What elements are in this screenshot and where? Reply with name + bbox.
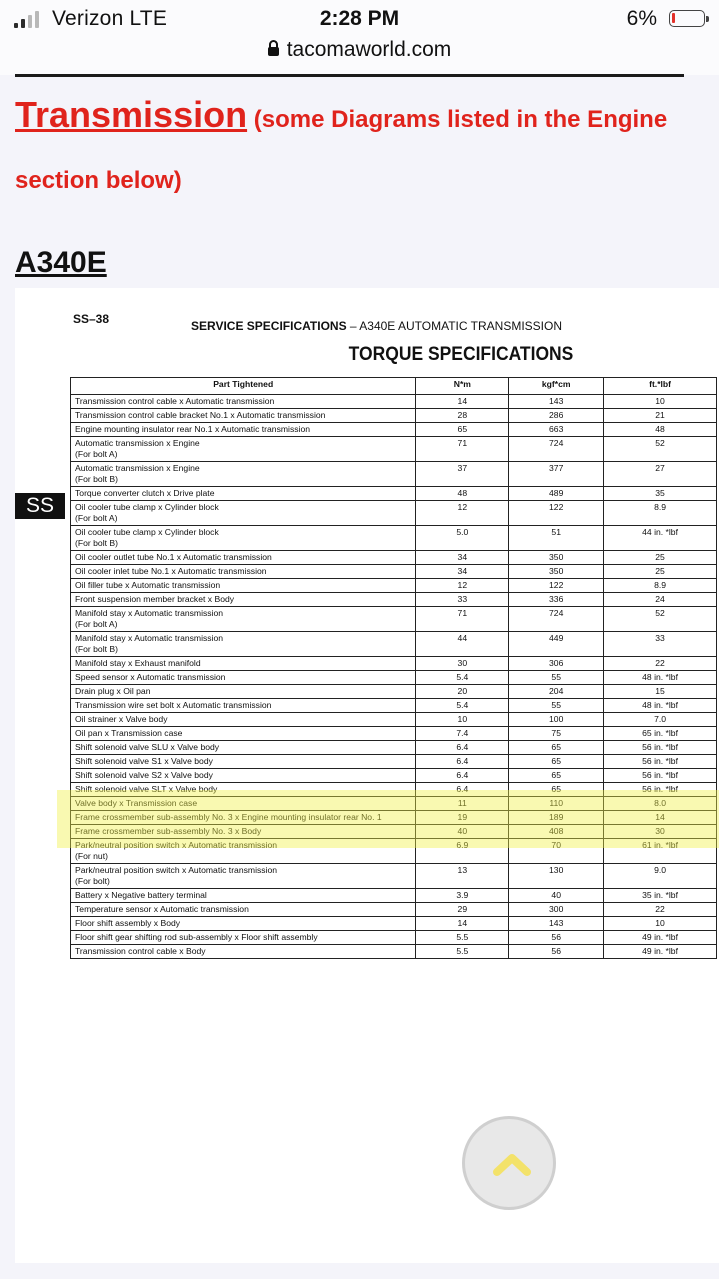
ft-cell: 22 bbox=[604, 657, 717, 671]
battery-percent: 6% bbox=[626, 7, 657, 30]
table-row bbox=[71, 409, 717, 423]
side-tab: SS bbox=[15, 493, 65, 519]
table-row bbox=[71, 395, 717, 409]
kgf-cell: 100 bbox=[509, 713, 604, 727]
part-cell bbox=[71, 713, 416, 727]
part-note: (For bolt B) bbox=[75, 644, 118, 654]
kgf-cell: 350 bbox=[509, 565, 604, 579]
kgf-cell: 350 bbox=[509, 551, 604, 565]
kgf-cell: 130 bbox=[509, 864, 604, 889]
nm-cell: 12 bbox=[416, 579, 509, 593]
column-header: Part Tightened bbox=[71, 378, 416, 395]
part-cell bbox=[71, 889, 416, 903]
ft-cell: 56 in. *lbf bbox=[604, 741, 717, 755]
table-header-row bbox=[71, 378, 717, 395]
kgf-cell: 56 bbox=[509, 945, 604, 959]
nm-cell: 7.4 bbox=[416, 727, 509, 741]
table-row bbox=[71, 607, 717, 632]
part-name: Frame crossmember sub-assembly No. 3 x Body bbox=[75, 826, 262, 836]
ft-cell: 48 bbox=[604, 423, 717, 437]
nm-cell: 10 bbox=[416, 713, 509, 727]
kgf-cell: 449 bbox=[509, 632, 604, 657]
page-code: SS–38 bbox=[73, 312, 110, 326]
part-name: Oil cooler outlet tube No.1 x Automatic transmission bbox=[75, 552, 272, 562]
part-name: Shift solenoid valve S1 x Valve body bbox=[75, 756, 213, 766]
kgf-cell: 122 bbox=[509, 501, 604, 526]
torque-table bbox=[70, 377, 717, 959]
ft-cell: 9.0 bbox=[604, 864, 717, 889]
table-row bbox=[71, 462, 717, 487]
part-cell bbox=[71, 685, 416, 699]
part-cell bbox=[71, 607, 416, 632]
part-cell bbox=[71, 593, 416, 607]
part-cell bbox=[71, 487, 416, 501]
table-row bbox=[71, 526, 717, 551]
ft-cell: 8.0 bbox=[604, 797, 717, 811]
ft-cell: 25 bbox=[604, 551, 717, 565]
ft-cell: 8.9 bbox=[604, 579, 717, 593]
kgf-cell: 75 bbox=[509, 727, 604, 741]
kgf-cell: 300 bbox=[509, 903, 604, 917]
kgf-cell: 40 bbox=[509, 889, 604, 903]
part-cell bbox=[71, 437, 416, 462]
table-row bbox=[71, 579, 717, 593]
kgf-cell: 56 bbox=[509, 931, 604, 945]
section-title: Transmission bbox=[15, 94, 248, 135]
table-row bbox=[71, 945, 717, 959]
part-name: Shift solenoid valve S2 x Valve body bbox=[75, 770, 213, 780]
table-row bbox=[71, 769, 717, 783]
ft-cell: 49 in. *lbf bbox=[604, 945, 717, 959]
part-name: Transmission control cable x Body bbox=[75, 946, 206, 956]
spec-document-image bbox=[15, 288, 719, 1263]
part-cell bbox=[71, 727, 416, 741]
table-row bbox=[71, 889, 717, 903]
nm-cell: 5.4 bbox=[416, 699, 509, 713]
table-row bbox=[71, 671, 717, 685]
table-row bbox=[71, 565, 717, 579]
kgf-cell: 65 bbox=[509, 741, 604, 755]
section-heading bbox=[15, 86, 705, 213]
chevron-up-icon bbox=[492, 1151, 532, 1177]
table-row bbox=[71, 657, 717, 671]
clock: 2:28 PM bbox=[319, 7, 400, 30]
table-row bbox=[71, 755, 717, 769]
part-cell bbox=[71, 551, 416, 565]
ft-cell: 15 bbox=[604, 685, 717, 699]
ft-cell: 52 bbox=[604, 437, 717, 462]
part-name: Oil cooler tube clamp x Cylinder block bbox=[75, 502, 219, 512]
table-row bbox=[71, 593, 717, 607]
table-body bbox=[71, 395, 717, 959]
divider bbox=[15, 74, 684, 77]
nm-cell: 44 bbox=[416, 632, 509, 657]
part-cell bbox=[71, 917, 416, 931]
kgf-cell: 306 bbox=[509, 657, 604, 671]
nm-cell: 3.9 bbox=[416, 889, 509, 903]
battery-icon bbox=[669, 10, 705, 27]
ft-cell: 25 bbox=[604, 565, 717, 579]
table-row bbox=[71, 917, 717, 931]
part-cell bbox=[71, 699, 416, 713]
nm-cell: 19 bbox=[416, 811, 509, 825]
nm-cell: 40 bbox=[416, 825, 509, 839]
nm-cell: 20 bbox=[416, 685, 509, 699]
table-row bbox=[71, 931, 717, 945]
part-cell bbox=[71, 462, 416, 487]
carrier-label: Verizon LTE bbox=[52, 7, 168, 30]
ft-cell: 35 in. *lbf bbox=[604, 889, 717, 903]
nm-cell: 13 bbox=[416, 864, 509, 889]
nm-cell: 30 bbox=[416, 657, 509, 671]
table-row bbox=[71, 797, 717, 811]
part-note: (For bolt B) bbox=[75, 538, 118, 548]
kgf-cell: 724 bbox=[509, 437, 604, 462]
part-cell bbox=[71, 632, 416, 657]
nm-cell: 34 bbox=[416, 551, 509, 565]
kgf-cell: 663 bbox=[509, 423, 604, 437]
table-row bbox=[71, 864, 717, 889]
nm-cell: 28 bbox=[416, 409, 509, 423]
part-cell bbox=[71, 741, 416, 755]
part-name: Park/neutral position switch x Automatic transmission bbox=[75, 840, 278, 850]
part-name: Oil strainer x Valve body bbox=[75, 714, 168, 724]
nm-cell: 29 bbox=[416, 903, 509, 917]
kgf-cell: 65 bbox=[509, 769, 604, 783]
ft-cell: 10 bbox=[604, 917, 717, 931]
part-cell bbox=[71, 526, 416, 551]
nm-cell: 14 bbox=[416, 917, 509, 931]
scroll-to-top-button[interactable] bbox=[462, 1116, 556, 1210]
ft-cell: 65 in. *lbf bbox=[604, 727, 717, 741]
nm-cell: 6.4 bbox=[416, 783, 509, 797]
table-row bbox=[71, 903, 717, 917]
address-bar[interactable] bbox=[0, 38, 719, 62]
kgf-cell: 408 bbox=[509, 825, 604, 839]
kgf-cell: 110 bbox=[509, 797, 604, 811]
table-row bbox=[71, 811, 717, 825]
lock-icon bbox=[268, 47, 279, 56]
column-header: N*m bbox=[416, 378, 509, 395]
ft-cell: 24 bbox=[604, 593, 717, 607]
part-name: Automatic transmission x Engine bbox=[75, 438, 200, 448]
part-cell bbox=[71, 811, 416, 825]
section-note: (some Diagrams listed in the Engine section below) bbox=[15, 106, 668, 194]
ft-cell: 7.0 bbox=[604, 713, 717, 727]
part-name: Shift solenoid valve SLT x Valve body bbox=[75, 784, 218, 794]
ft-cell: 30 bbox=[604, 825, 717, 839]
nm-cell: 6.4 bbox=[416, 755, 509, 769]
nm-cell: 71 bbox=[416, 437, 509, 462]
part-name: Oil filler tube x Automatic transmission bbox=[75, 580, 221, 590]
document-header bbox=[191, 319, 562, 333]
ft-cell: 48 in. *lbf bbox=[604, 671, 717, 685]
nm-cell: 12 bbox=[416, 501, 509, 526]
part-cell bbox=[71, 579, 416, 593]
part-name: Manifold stay x Automatic transmission bbox=[75, 608, 224, 618]
kgf-cell: 143 bbox=[509, 917, 604, 931]
part-cell bbox=[71, 409, 416, 423]
ft-cell: 52 bbox=[604, 607, 717, 632]
part-name: Speed sensor x Automatic transmission bbox=[75, 672, 226, 682]
ft-cell: 56 in. *lbf bbox=[604, 769, 717, 783]
header-bold: SERVICE SPECIFICATIONS bbox=[191, 319, 347, 333]
kgf-cell: 143 bbox=[509, 395, 604, 409]
kgf-cell: 65 bbox=[509, 755, 604, 769]
ft-cell: 35 bbox=[604, 487, 717, 501]
kgf-cell: 55 bbox=[509, 671, 604, 685]
part-cell bbox=[71, 423, 416, 437]
nm-cell: 5.5 bbox=[416, 931, 509, 945]
ft-cell: 27 bbox=[604, 462, 717, 487]
ft-cell: 49 in. *lbf bbox=[604, 931, 717, 945]
table-row bbox=[71, 501, 717, 526]
nm-cell: 6.4 bbox=[416, 769, 509, 783]
table-row bbox=[71, 713, 717, 727]
part-cell bbox=[71, 931, 416, 945]
table-row bbox=[71, 741, 717, 755]
table-row bbox=[71, 551, 717, 565]
part-cell bbox=[71, 783, 416, 797]
part-name: Transmission control cable bracket No.1 x Automatic transmission bbox=[75, 410, 326, 420]
part-name: Floor shift gear shifting rod sub-assembly x Floor shift assembly bbox=[75, 932, 318, 942]
part-cell bbox=[71, 671, 416, 685]
nm-cell: 65 bbox=[416, 423, 509, 437]
part-name: Torque converter clutch x Drive plate bbox=[75, 488, 215, 498]
part-cell bbox=[71, 945, 416, 959]
part-name: Manifold stay x Exhaust manifold bbox=[75, 658, 201, 668]
ft-cell: 8.9 bbox=[604, 501, 717, 526]
ft-cell: 33 bbox=[604, 632, 717, 657]
part-name: Engine mounting insulator rear No.1 x Automatic transmission bbox=[75, 424, 311, 434]
table-row bbox=[71, 783, 717, 797]
part-name: Park/neutral position switch x Automatic transmission bbox=[75, 865, 278, 875]
part-note: (For bolt A) bbox=[75, 513, 118, 523]
ft-cell: 48 in. *lbf bbox=[604, 699, 717, 713]
part-note: (For bolt) bbox=[75, 876, 110, 886]
part-cell bbox=[71, 839, 416, 864]
status-bar bbox=[0, 0, 719, 75]
ft-cell: 56 in. *lbf bbox=[604, 755, 717, 769]
nm-cell: 6.9 bbox=[416, 839, 509, 864]
nm-cell: 34 bbox=[416, 565, 509, 579]
part-name: Oil pan x Transmission case bbox=[75, 728, 183, 738]
table-row bbox=[71, 423, 717, 437]
part-cell bbox=[71, 769, 416, 783]
part-name: Temperature sensor x Automatic transmission bbox=[75, 904, 249, 914]
nm-cell: 6.4 bbox=[416, 741, 509, 755]
kgf-cell: 122 bbox=[509, 579, 604, 593]
nm-cell: 33 bbox=[416, 593, 509, 607]
kgf-cell: 286 bbox=[509, 409, 604, 423]
table-row bbox=[71, 487, 717, 501]
nm-cell: 71 bbox=[416, 607, 509, 632]
part-cell bbox=[71, 755, 416, 769]
part-name: Valve body x Transmission case bbox=[75, 798, 198, 808]
part-name: Automatic transmission x Engine bbox=[75, 463, 200, 473]
part-cell bbox=[71, 864, 416, 889]
header-rest: – A340E AUTOMATIC TRANSMISSION bbox=[346, 319, 562, 333]
table-row bbox=[71, 825, 717, 839]
part-name: Oil cooler tube clamp x Cylinder block bbox=[75, 527, 219, 537]
kgf-cell: 204 bbox=[509, 685, 604, 699]
nm-cell: 5.0 bbox=[416, 526, 509, 551]
part-name: Shift solenoid valve SLU x Valve body bbox=[75, 742, 220, 752]
kgf-cell: 489 bbox=[509, 487, 604, 501]
ft-cell: 56 in. *lbf bbox=[604, 783, 717, 797]
part-name: Floor shift assembly x Body bbox=[75, 918, 181, 928]
ft-cell: 14 bbox=[604, 811, 717, 825]
part-name: Front suspension member bracket x Body bbox=[75, 594, 235, 604]
kgf-cell: 70 bbox=[509, 839, 604, 864]
kgf-cell: 377 bbox=[509, 462, 604, 487]
part-name: Transmission control cable x Automatic transmission bbox=[75, 396, 275, 406]
nm-cell: 48 bbox=[416, 487, 509, 501]
part-name: Battery x Negative battery terminal bbox=[75, 890, 207, 900]
part-cell bbox=[71, 657, 416, 671]
subsection-title: A340E bbox=[15, 246, 107, 279]
part-name: Manifold stay x Automatic transmission bbox=[75, 633, 224, 643]
part-cell bbox=[71, 501, 416, 526]
url-text: tacomaworld.com bbox=[286, 38, 452, 61]
table-row bbox=[71, 727, 717, 741]
kgf-cell: 55 bbox=[509, 699, 604, 713]
table-row bbox=[71, 839, 717, 864]
document-title: TORQUE SPECIFICATIONS bbox=[348, 344, 574, 365]
ft-cell: 61 in. *lbf bbox=[604, 839, 717, 864]
ft-cell: 44 in. *lbf bbox=[604, 526, 717, 551]
part-cell bbox=[71, 825, 416, 839]
nm-cell: 5.4 bbox=[416, 671, 509, 685]
part-note: (For bolt A) bbox=[75, 449, 118, 459]
nm-cell: 11 bbox=[416, 797, 509, 811]
part-cell bbox=[71, 565, 416, 579]
part-name: Frame crossmember sub-assembly No. 3 x Engine mounting insulator rear No. 1 bbox=[75, 812, 382, 822]
part-name: Drain plug x Oil pan bbox=[75, 686, 151, 696]
ft-cell: 22 bbox=[604, 903, 717, 917]
ft-cell: 10 bbox=[604, 395, 717, 409]
part-cell bbox=[71, 903, 416, 917]
kgf-cell: 51 bbox=[509, 526, 604, 551]
ft-cell: 21 bbox=[604, 409, 717, 423]
part-cell bbox=[71, 797, 416, 811]
kgf-cell: 65 bbox=[509, 783, 604, 797]
column-header: ft.*lbf bbox=[604, 378, 717, 395]
table-row bbox=[71, 685, 717, 699]
column-header: kgf*cm bbox=[509, 378, 604, 395]
part-name: Oil cooler inlet tube No.1 x Automatic transmission bbox=[75, 566, 267, 576]
nm-cell: 14 bbox=[416, 395, 509, 409]
table-row bbox=[71, 632, 717, 657]
table-row bbox=[71, 699, 717, 713]
part-note: (For bolt B) bbox=[75, 474, 118, 484]
part-note: (For bolt A) bbox=[75, 619, 118, 629]
kgf-cell: 189 bbox=[509, 811, 604, 825]
kgf-cell: 336 bbox=[509, 593, 604, 607]
part-name: Transmission wire set bolt x Automatic transmission bbox=[75, 700, 272, 710]
table-row bbox=[71, 437, 717, 462]
part-note: (For nut) bbox=[75, 851, 108, 861]
nm-cell: 5.5 bbox=[416, 945, 509, 959]
nm-cell: 37 bbox=[416, 462, 509, 487]
kgf-cell: 724 bbox=[509, 607, 604, 632]
part-cell bbox=[71, 395, 416, 409]
